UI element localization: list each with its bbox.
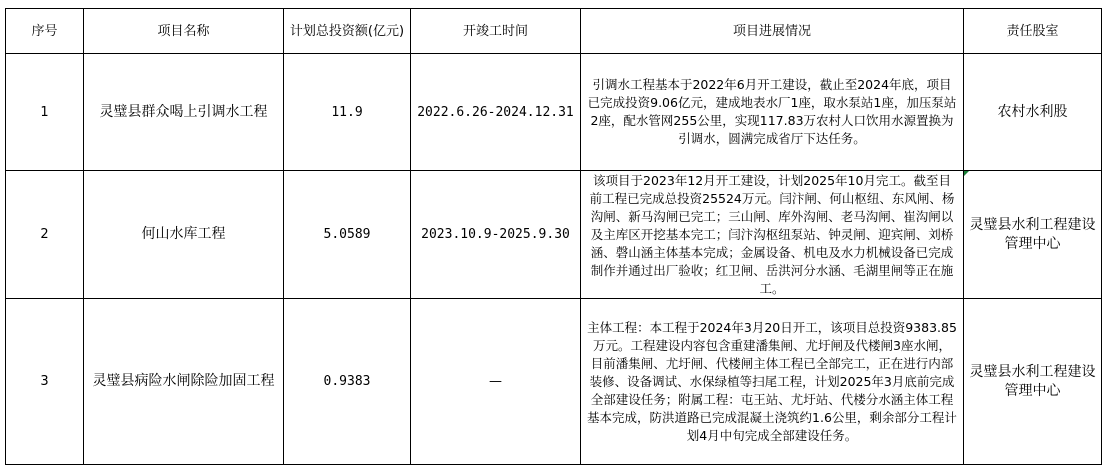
cell-investment[interactable]: 11.9 <box>284 54 411 171</box>
cell-index[interactable]: 1 <box>6 54 84 171</box>
cell-investment[interactable]: 5.0589 <box>284 171 411 299</box>
cell-project-name[interactable]: 灵璧县群众喝上引调水工程 <box>84 54 284 171</box>
cell-period[interactable]: — <box>411 299 581 465</box>
header-investment[interactable]: 计划总投资额(亿元) <box>284 9 411 54</box>
table-row <box>6 54 1102 171</box>
header-progress[interactable]: 项目进展情况 <box>581 9 964 54</box>
cell-period[interactable]: 2022.6.26-2024.12.31 <box>411 54 581 171</box>
cell-dept[interactable] <box>964 171 1102 299</box>
header-dept[interactable]: 责任股室 <box>964 9 1102 54</box>
cell-progress[interactable]: 引调水工程基本于2022年6月开工建设，截止至2024年底，项目已完成投资9.06亿元，建成地表水厂1座，取水泵站1座，加压泵站2座，配水管网255公里，实现117.83万农村人口饮用水源置换为引调水，圆满完成省厅下达任务。 <box>581 54 964 171</box>
table-row <box>6 299 1102 465</box>
cell-investment[interactable]: 0.9383 <box>284 299 411 465</box>
table-header-row <box>6 9 1102 54</box>
cell-period[interactable]: 2023.10.9-2025.9.30 <box>411 171 581 299</box>
cell-progress[interactable]: 该项目于2023年12月开工建设，计划2025年10月完工。截至目前工程已完成总投资25524万元。闫汴闸、何山枢纽、东风闸、杨沟闸、新马沟闸已完工；三山闸、库外沟闸、老马沟闸、崔沟闸以及主库区开挖基本完工；闫汴沟枢纽泵站、钟灵闸、迎宾闸、刘桥涵、磬山涵主体基本完成；金属设备、机电及水力机械设备已完成制作并通过出厂验收；红卫闸、岳洪河分水涵、毛湖里闸等正在施工。 <box>581 171 964 299</box>
cell-dept[interactable]: 灵璧县水利工程建设管理中心 <box>964 299 1102 465</box>
cell-index[interactable]: 3 <box>6 299 84 465</box>
cell-index[interactable]: 2 <box>6 171 84 299</box>
cell-dept[interactable]: 农村水利股 <box>964 54 1102 171</box>
table-row <box>6 171 1102 299</box>
header-period[interactable]: 开竣工时间 <box>411 9 581 54</box>
cell-project-name[interactable]: 何山水库工程 <box>84 171 284 299</box>
cell-dept-text: 灵璧县水利工程建设管理中心 <box>969 216 1096 252</box>
cell-project-name[interactable]: 灵璧县病险水闸除险加固工程 <box>84 299 284 465</box>
cell-progress[interactable]: 主体工程：本工程于2024年3月20日开工，该项目总投资9383.85万元。工程建设内容包含重建潘集闸、尤圩闸及代楼闸3座水闸，目前潘集闸、尤圩闸、代楼闸主体工程已全部完工，正在进行内部装修、设备调试、水保绿植等扫尾工程，计划2025年3月底前完成全部建设任务；附属工程：屯王站、尤圩站、代楼分水涵主体工程基本完成，防洪道路已完成混凝土浇筑约1.6公里，剩余部分工程计划4月中旬完成全部建设任务。 <box>581 299 964 465</box>
project-table <box>5 8 1102 465</box>
header-index[interactable]: 序号 <box>6 9 84 54</box>
cell-comment-marker <box>964 171 969 176</box>
header-name[interactable]: 项目名称 <box>84 9 284 54</box>
